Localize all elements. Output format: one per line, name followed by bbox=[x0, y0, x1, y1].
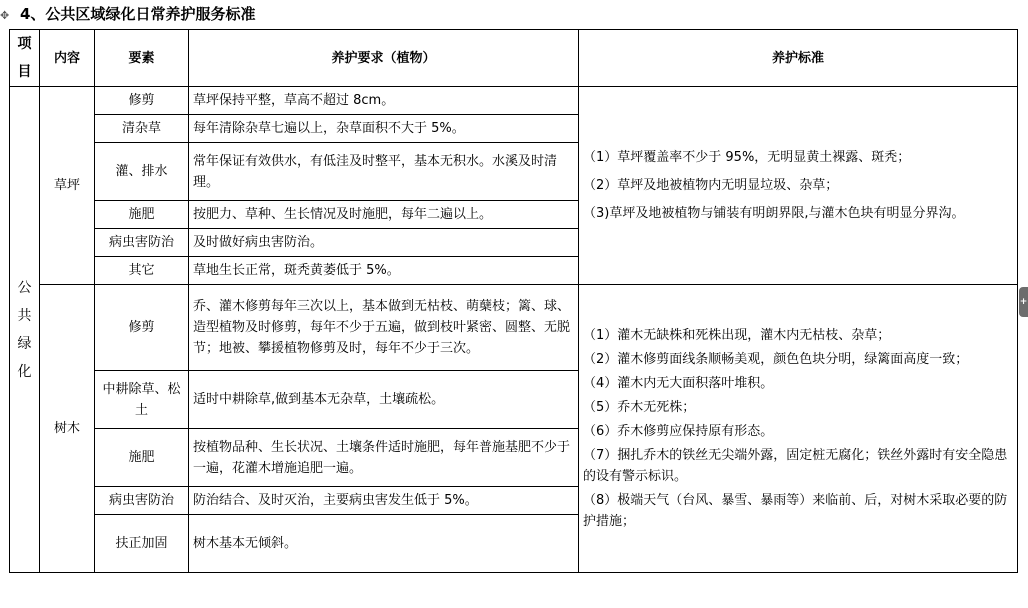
requirement-cell: 乔、灌木修剪每年三次以上，基本做到无枯枝、萌蘖枝；篱、球、造型植物及时修剪，每年不少于五遍，做到枝叶紧密、圆整、无脱节；地被、攀援植物修剪及时，每年不少于三次。 bbox=[189, 285, 579, 371]
element-cell: 修剪 bbox=[95, 285, 189, 371]
requirement-cell: 每年清除杂草七遍以上，杂草面积不大于 5%。 bbox=[189, 115, 579, 143]
standard-item: （5）乔木无死株； bbox=[583, 400, 696, 415]
element-cell: 扶正加固 bbox=[95, 515, 189, 573]
header-element: 要素 bbox=[95, 30, 189, 87]
standard-item: （3)草坪及地被植物与铺装有明朗界限,与灌木色块有明显分界沟。 bbox=[583, 206, 965, 221]
requirement-cell: 按肥力、草种、生长情况及时施肥，每年二遍以上。 bbox=[189, 201, 579, 229]
standard-item: （1）灌木无缺株和死株出现，灌木内无枯枝、杂草； bbox=[583, 328, 891, 343]
element-cell: 中耕除草、松土 bbox=[95, 371, 189, 429]
requirement-cell: 草地生长正常，斑秃黄萎低于 5%。 bbox=[189, 257, 579, 285]
table-header-row bbox=[10, 30, 1018, 87]
content-lawn: 草坪 bbox=[40, 87, 95, 285]
requirement-cell: 适时中耕除草,做到基本无杂草，土壤疏松。 bbox=[189, 371, 579, 429]
trees-standards-cell bbox=[579, 285, 1018, 573]
standard-item: （2）草坪及地被植物内无明显垃圾、杂草； bbox=[583, 178, 839, 193]
element-cell: 清杂草 bbox=[95, 115, 189, 143]
maintenance-standards-table bbox=[9, 29, 1018, 573]
element-cell: 病虫害防治 bbox=[95, 229, 189, 257]
standard-item: （2）灌木修剪面线条顺畅美观，颜色色块分明，绿篱面高度一致； bbox=[583, 352, 969, 367]
requirement-cell: 常年保证有效供水，有低洼及时整平，基本无积水。水溪及时清理。 bbox=[189, 143, 579, 201]
element-cell: 施肥 bbox=[95, 429, 189, 487]
element-cell: 其它 bbox=[95, 257, 189, 285]
table-row bbox=[10, 285, 1018, 371]
element-cell: 施肥 bbox=[95, 201, 189, 229]
requirement-cell: 防治结合、及时灭治，主要病虫害发生低于 5%。 bbox=[189, 487, 579, 515]
header-content: 内容 bbox=[40, 30, 95, 87]
element-cell: 灌、排水 bbox=[95, 143, 189, 201]
section-heading: 4、公共区域绿化日常养护服务标准 bbox=[20, 5, 256, 23]
standard-item: （8）极端天气（台风、暴雪、暴雨等）来临前、后，对树木采取必要的防护措施； bbox=[583, 493, 1008, 529]
standard-item: （6）乔木修剪应保持原有形态。 bbox=[583, 424, 774, 439]
content-trees: 树木 bbox=[40, 285, 95, 573]
side-panel-toggle-icon[interactable]: + bbox=[1019, 287, 1028, 317]
element-cell: 修剪 bbox=[95, 87, 189, 115]
move-handle-icon[interactable]: ✥ bbox=[0, 9, 10, 22]
header-standard: 养护标准 bbox=[579, 30, 1018, 87]
header-item: 项目 bbox=[10, 30, 40, 87]
element-cell: 病虫害防治 bbox=[95, 487, 189, 515]
lawn-standards-cell bbox=[579, 87, 1018, 285]
standard-item: （7）捆扎乔木的铁丝无尖端外露，固定桩无腐化；铁丝外露时有安全隐患的设有警示标识。 bbox=[583, 448, 1008, 484]
header-requirement: 养护要求（植物） bbox=[189, 30, 579, 87]
requirement-cell: 及时做好病虫害防治。 bbox=[189, 229, 579, 257]
standard-item: （1）草坪覆盖率不少于 95%，无明显黄土裸露、斑秃； bbox=[583, 150, 911, 165]
requirement-cell: 按植物品种、生长状况、土壤条件适时施肥，每年普施基肥不少于一遍，花灌木增施追肥一遍。 bbox=[189, 429, 579, 487]
requirement-cell: 树木基本无倾斜。 bbox=[189, 515, 579, 573]
standard-item: （4）灌木内无大面积落叶堆积。 bbox=[583, 376, 774, 391]
project-cell: 公共绿化 bbox=[10, 87, 40, 573]
table-row bbox=[10, 87, 1018, 115]
requirement-cell: 草坪保持平整，草高不超过 8cm。 bbox=[189, 87, 579, 115]
